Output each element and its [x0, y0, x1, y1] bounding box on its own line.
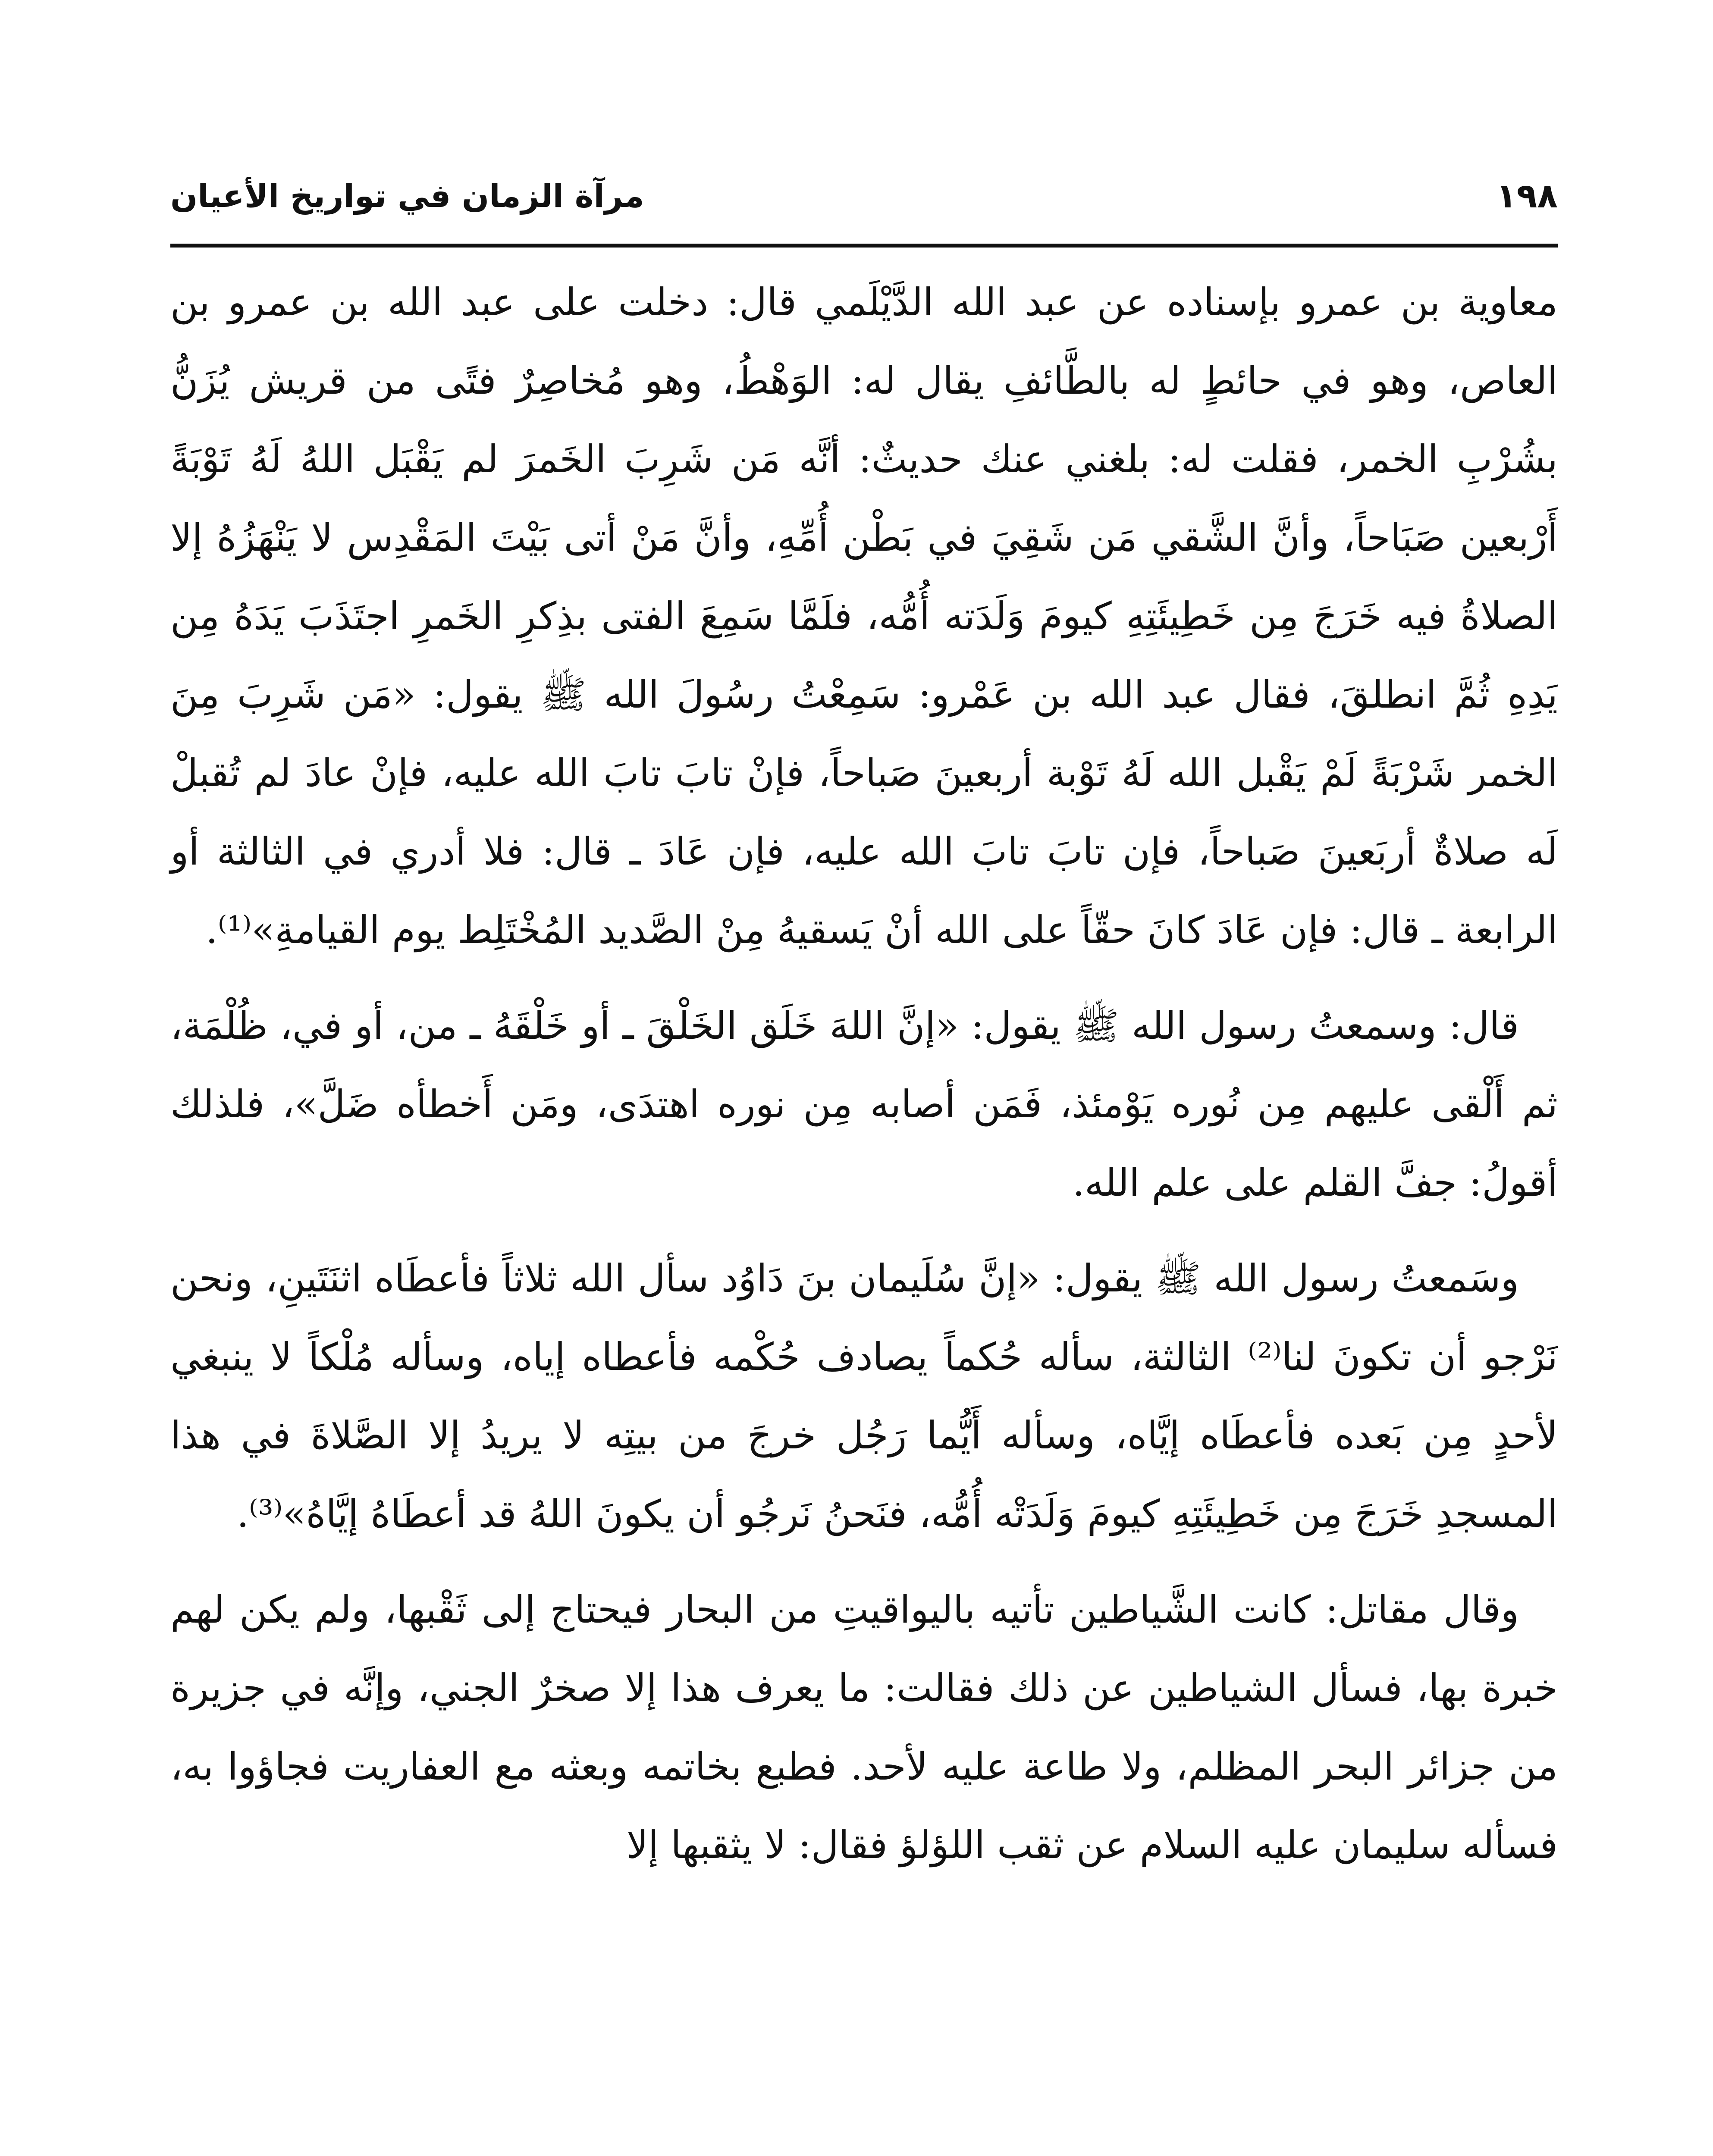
page-header [170, 164, 1558, 229]
paragraph-2: قال: وسمعتُ رسول الله ﷺ يقول: «إنَّ اللهَ خَلَق الخَلْقَ ـ أو خَلْقَهُ ـ من، أو في، ظُلْمَة، ثم أَلْقى عليهم مِن نُوره يَوْمئذ، فَمَن أصابه مِن نوره اهتدَى، ومَن أَخطأه ضَلَّ»، فلذلك أقولُ: جفَّ القلم على علم الله. [170, 1003, 1558, 1205]
main-text [170, 263, 1558, 1902]
header-divider [170, 244, 1558, 248]
paragraph-1: معاوية بن عمرو بإسناده عن عبد الله الدَّيْلَمي قال: دخلت على عبد الله بن عمرو بن العاص، وهو في حائطٍ له بالطَّائفِ يقال له: الوَهْطُ، وهو مُخاصِرٌ فتًى من قريش يُزَنُّ بشُرْبِ الخمر، فقلت له: بلغني عنك حديثٌ: أنَّه مَن شَرِبَ الخَمرَ لم يَقْبَل اللهُ لَهُ تَوْبَةً أَرْبعين صَبَاحاً، وأنَّ الشَّقي مَن شَقِيَ في بَطْن أُمِّهِ، وأنَّ مَنْ أتى بَيْتَ المَقْدِس لا يَنْهَزُهُ إلا الصلاةُ فيه خَرَجَ مِن خَطِيئَتِهِ كيومَ وَلَدَته أُمُّه، فلَمَّا سَمِعَ الفتى بذِكرِ الخَمرِ اجتَذَبَ يَدَهُ مِن يَدِهِ ثُمَّ انطلقَ، فقال عبد الله بن عَمْرو: سَمِعْتُ رسُولَ الله ﷺ يقول: «مَن شَرِبَ مِنَ الخمر شَرْبَةً لَمْ يَقْبل الله لَهُ تَوْبة أربعينَ صَباحاً، فإنْ تابَ تابَ الله عليه، فإنْ عادَ لم تُقبلْ لَه صلاةٌ أربَعينَ صَباحاً، فإن تابَ تابَ الله عليه، فإن عَادَ ـ قال: فلا أدري في الثالثة أو الرابعة ـ قال: فإن عَادَ كانَ حقّاً على الله أنْ يَسقيهُ مِنْ الصَّديد المُخْتَلِط يوم القيامةِ»⁽¹⁾. [170, 280, 1558, 952]
page-number: ١٩٨ [1496, 177, 1558, 216]
paragraph-3: وسَمعتُ رسول الله ﷺ يقول: «إنَّ سُلَيمان بنَ دَاوُد سأل الله ثلاثاً فأعطَاه اثنَتَينِ، ونحن نَرْجو أن تكونَ لنا⁽²⁾ الثالثة، سأله حُكماً يصادف حُكْمه فأعطاه إياه، وسأله مُلْكاً لا ينبغي لأحدٍ مِن بَعده فأعطَاه إيَّاه، وسأله أَيُّما رَجُل خرجَ من بيتِه لا يريدُ إلا الصَّلاةَ في هذا المسجدِ خَرَجَ مِن خَطِيئَتِهِ كيومَ وَلَدَتْه أُمُّه، فنَحنُ نَرجُو أن يكونَ اللهُ قد أعطَاهُ إيَّاهُ»⁽³⁾. [170, 1256, 1558, 1536]
paragraph-4: وقال مقاتل: كانت الشَّياطين تأتيه باليواقيتِ من البحار فيحتاج إلى ثَقْبها، ولم يكن لهم خبرة بها، فسأل الشياطين عن ذلك فقالت: ما يعرف هذا إلا صخرٌ الجني، وإنَّه في جزيرة من جزائر البحر المظلم، ولا طاعة عليه لأحد. فطبع بخاتمه وبعثه مع العفاريت فجاؤوا به، فسأله سليمان عليه السلام عن ثقب اللؤلؤ فقال: لا يثقبها إلا [170, 1587, 1558, 1867]
running-title: مرآة الزمان في تواريخ الأعيان [170, 178, 644, 215]
